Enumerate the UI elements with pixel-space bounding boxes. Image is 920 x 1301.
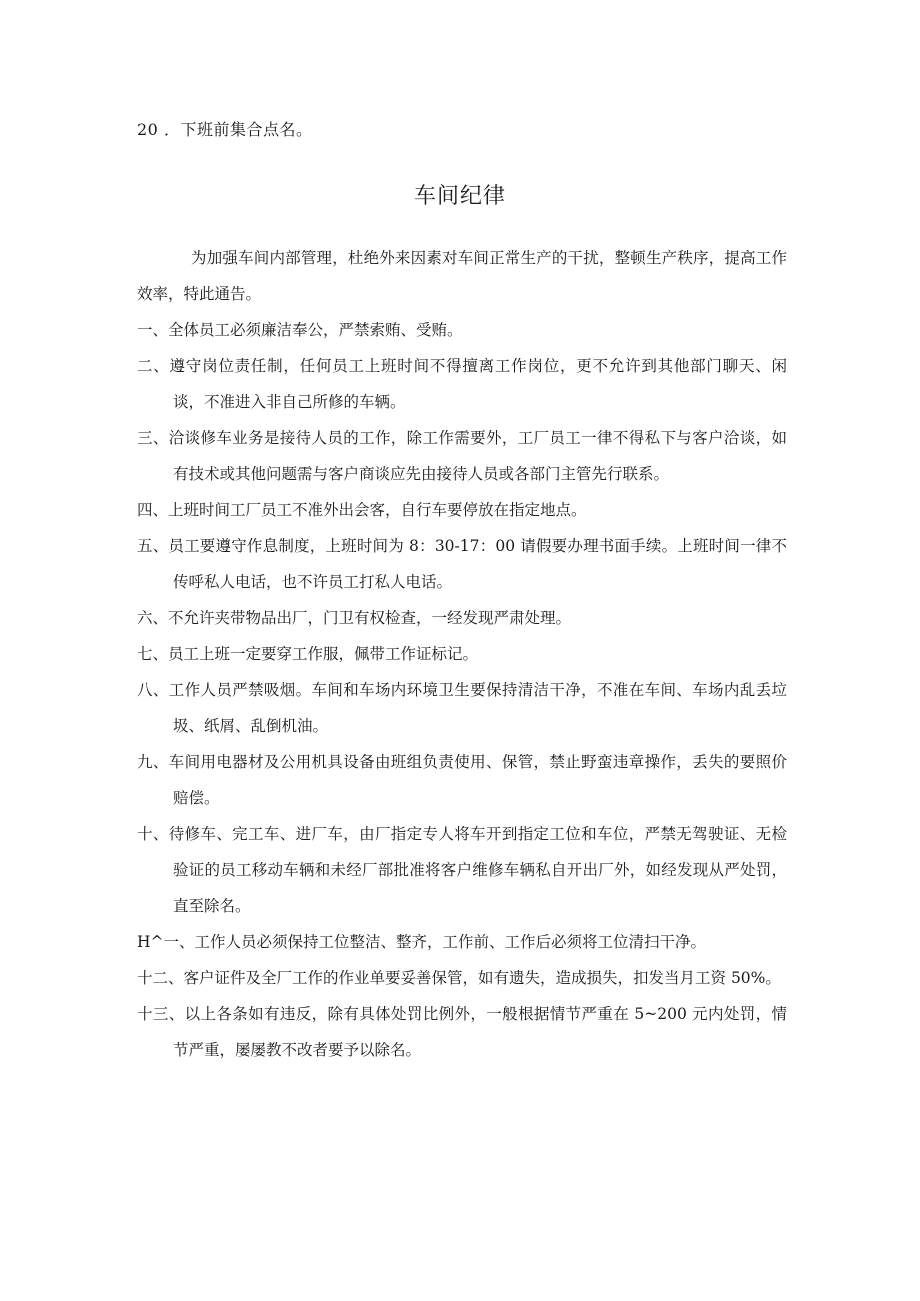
rule-number: 十、 [137,825,169,843]
rules-list [137,312,787,1068]
rule-item [137,672,787,744]
rule-number: 八、 [137,681,169,699]
rule-item [137,348,787,420]
rule-item [137,600,787,636]
rule-text: 待修车、完工车、进厂车，由厂指定专人将车开到指定工位和车位，严禁无驾驶证、无检验证的员工移动车辆和未经厂部批准将客户维修车辆私自开出厂外，如经发现从严处罚，直至除名。 [168,825,787,915]
rule-number: 二、 [137,357,170,375]
rule-text: 员工上班一定要穿工作服，佩带工作证标记。 [168,645,479,663]
rule-text: 工作人员必须保持工位整洁、整齐，工作前、工作后必须将工位清扫干净。 [194,933,707,951]
rule-number: 六、 [137,609,169,627]
rule-item [137,312,787,348]
rule-text: 遵守岗位责任制，任何员工上班时间不得擅离工作岗位，更不允许到其他部门聊天、闲谈，不准进入非自己所修的车辆。 [169,357,787,411]
rule-number: 十二、 [137,969,184,987]
rule-item [137,924,787,960]
rule-item [137,492,787,528]
rule-text: 员工要遵守作息制度，上班时间为 8：30-17：00 请假要办理书面手续。上班时间一律不传呼私人电话，也不许员工打私人电话。 [168,537,787,591]
document-body [137,240,787,1068]
rule-text: 以上各条如有违反，除有具体处罚比例外，一般根据情节严重在 5~200 元内处罚，情节严重，屡屡教不改者要予以除名。 [173,1005,787,1059]
rule-number: 九、 [137,753,169,771]
rule-item [137,996,787,1068]
rule-text: 车间用电器材及公用机具设备由班组负责使用、保管，禁止野蛮违章操作，丢失的要照价赔偿。 [168,753,787,807]
rule-item [137,744,787,816]
rule-number: 三、 [137,429,169,447]
rule-item [137,960,787,996]
rule-text: 上班时间工厂员工不准外出会客，自行车要停放在指定地点。 [168,501,587,519]
previous-list-item: 20 ．下班前集合点名。 [137,120,313,139]
rule-text: 客户证件及全厂工作的作业单要妥善保管，如有遗失，造成损失，扣发当月工资 50%。 [183,969,781,987]
page-title: 车间纪律 [413,184,506,209]
rule-item [137,420,787,492]
rule-number: H^一、 [137,933,195,951]
rule-number: 十三、 [137,1005,185,1023]
intro-paragraph: 为加强车间内部管理，杜绝外来因素对车间正常生产的干扰，整顿生产秩序，提高工作效率，特此通告。 [137,249,787,303]
rule-item [137,636,787,672]
rule-item [137,816,787,924]
rule-item [137,528,787,600]
rule-text: 工作人员严禁吸烟。车间和车场内环境卫生要保持清洁干净，不准在车间、车场内乱丢垃圾、纸屑、乱倒机油。 [168,681,787,735]
rule-text: 全体员工必须廉洁奉公，严禁索贿、受贿。 [168,321,463,339]
rule-number: 一、 [137,321,169,339]
rule-number: 七、 [137,645,169,663]
rule-text: 不允许夹带物品出厂，门卫有权检查，一经发现严肃处理。 [168,609,572,627]
rule-number: 五、 [137,537,169,555]
rule-text: 洽谈修车业务是接待人员的工作，除工作需要外，工厂员工一律不得私下与客户洽谈，如有技术或其他问题需与客户商谈应先由接待人员或各部门主管先行联系。 [168,429,787,483]
rule-number: 四、 [137,501,169,519]
